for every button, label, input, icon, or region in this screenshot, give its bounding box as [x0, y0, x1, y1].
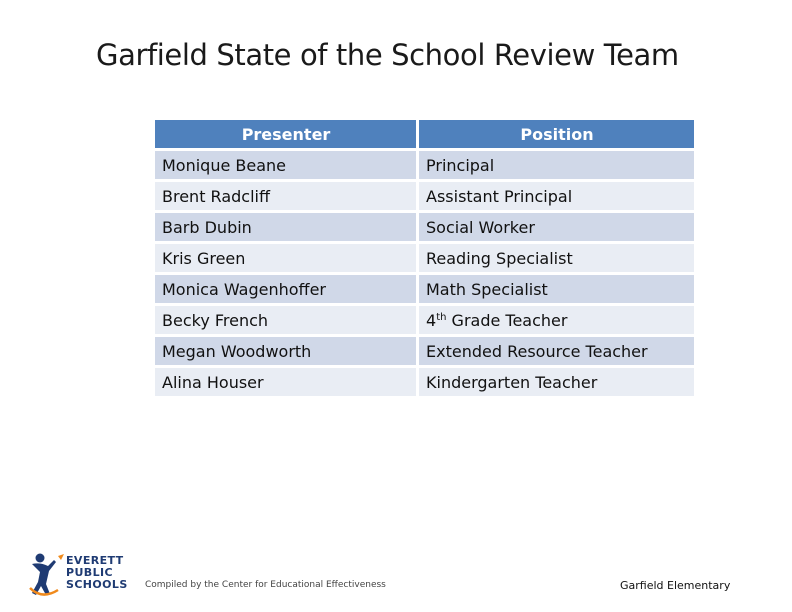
position-cell: Math Specialist	[419, 275, 694, 303]
logo-wordmark	[66, 555, 128, 591]
presenter-cell: Megan Woodworth	[155, 337, 416, 365]
presenter-cell: Alina Houser	[155, 368, 416, 396]
presenter-cell: Monica Wagenhoffer	[155, 275, 416, 303]
position-cell	[419, 306, 694, 334]
presenter-cell: Brent Radcliff	[155, 182, 416, 210]
presenter-cell: Kris Green	[155, 244, 416, 272]
position-column-header: Position	[419, 120, 694, 148]
logo-line: PUBLIC	[66, 566, 113, 579]
table-header-row	[155, 120, 694, 148]
position-cell: Extended Resource Teacher	[419, 337, 694, 365]
table-row	[155, 337, 694, 365]
logo-line: SCHOOLS	[66, 578, 128, 591]
presenter-cell: Barb Dubin	[155, 213, 416, 241]
table-row	[155, 244, 694, 272]
table-row	[155, 368, 694, 396]
table-row	[155, 151, 694, 179]
review-team-table	[152, 117, 697, 399]
position-cell: Reading Specialist	[419, 244, 694, 272]
position-grade-number: 4	[426, 310, 437, 330]
slide-title: Garfield State of the School Review Team	[96, 38, 679, 72]
school-name: Garfield Elementary	[620, 579, 731, 592]
position-cell: Kindergarten Teacher	[419, 368, 694, 396]
ordinal-suffix: th	[436, 311, 447, 323]
presenter-cell: Monique Beane	[155, 151, 416, 179]
table-row	[155, 306, 694, 334]
logo-line: EVERETT	[66, 554, 124, 567]
compiled-by-note: Compiled by the Center for Educational Effectiveness	[145, 580, 386, 590]
position-cell: Assistant Principal	[419, 182, 694, 210]
presenter-cell: Becky French	[155, 306, 416, 334]
table-row	[155, 182, 694, 210]
position-cell: Social Worker	[419, 213, 694, 241]
table-row	[155, 213, 694, 241]
presenter-column-header: Presenter	[155, 120, 416, 148]
position-cell: Principal	[419, 151, 694, 179]
position-grade-text: Grade Teacher	[446, 310, 568, 330]
table-row	[155, 275, 694, 303]
